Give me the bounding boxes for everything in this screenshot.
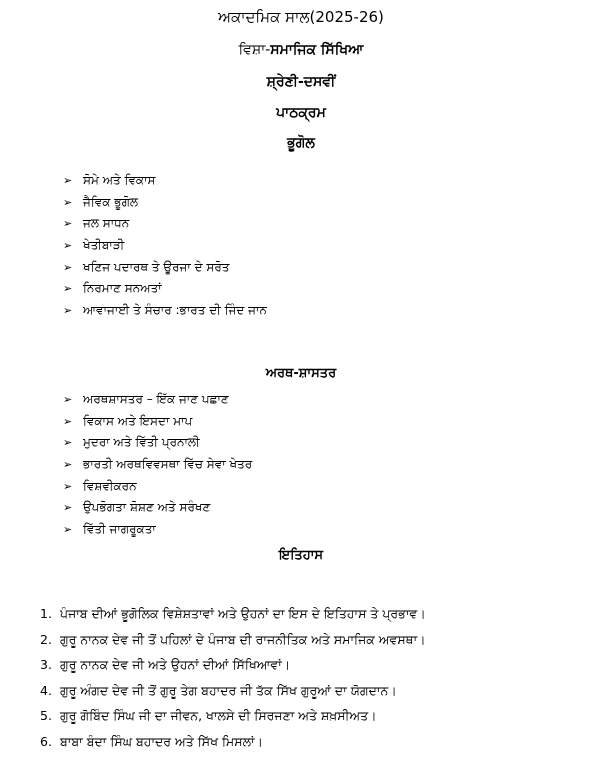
economics-heading: ਅਰਥ-ਸ਼ਾਸਤਰ — [265, 366, 337, 381]
list-item: ➢ ਜੈਵਿਕ ਭੂਗੋਲ — [63, 192, 267, 214]
list-item: ➢ ਖਣਿਜ ਪਦਾਰਥ ਤੇ ਊਰਜਾ ਦੇ ਸਰੋਤ — [63, 257, 267, 279]
list-item: ➢ ਖੇਤੀਬਾੜੀ — [63, 235, 267, 257]
arrow-bullet-icon: ➢ — [63, 304, 73, 318]
geography-heading: ਭੂਗੋਲ — [287, 135, 315, 151]
item-number: 6. — [40, 733, 52, 749]
list-item: 1. ਪੰਜਾਬ ਦੀਆਂ ਭੂਗੋਲਿਕ ਵਿਸ਼ੇਸ਼ਤਾਵਾਂ ਅਤੇ ਉਹਨਾਂ ਦਾ ਇਸ ਦੇ ਇਤਿਹਾਸ ਤੇ ਪ੍ਰਭਾਵ। — [40, 601, 426, 627]
arrow-bullet-icon: ➢ — [63, 195, 73, 209]
list-item: ➢ ਭਾਰਤੀ ਅਰਥਵਿਵਸਥਾ ਵਿੱਚ ਸੇਵਾ ਖੇਤਰ — [63, 454, 252, 476]
subject-heading — [0, 42, 602, 58]
arrow-bullet-icon: ➢ — [63, 217, 73, 231]
list-item: ➢ ਉਪਭੋਗਤਾ ਸ਼ੋਸ਼ਣ ਅਤੇ ਸਰੰਖਣ — [63, 497, 252, 519]
list-item: 6. ਬਾਬਾ ਬੰਦਾ ਸਿੰਘ ਬਹਾਦਰ ਅਤੇ ਸਿੱਖ ਮਿਸਲਾਂ। — [40, 729, 426, 755]
arrow-bullet-icon: ➢ — [63, 174, 73, 187]
list-item: ➢ ਜਲ ਸਾਧਨ — [63, 213, 267, 235]
list-item: 4. ਗੁਰੂ ਅੰਗਦ ਦੇਵ ਜੀ ਤੋਂ ਗੁਰੂ ਤੇਗ ਬਹਾਦਰ ਜੀ ਤੱਕ ਸਿੱਖ ਗੁਰੂਆਂ ਦਾ ਯੋਗਦਾਨ। — [40, 678, 426, 704]
item-number: 1. — [40, 606, 52, 621]
arrow-bullet-icon: ➢ — [63, 479, 73, 493]
list-item: ➢ ਅਰਥਸ਼ਾਸਤਰ – ਇੱਕ ਜਾਣ ਪਛਾਣ — [63, 389, 252, 411]
list-item: ➢ ਨਿਰਮਾਣ ਸਨਅਤਾਂ — [63, 278, 267, 300]
syllabus-heading: ਪਾਠਕ੍ਰਮ — [276, 105, 326, 121]
arrow-bullet-icon: ➢ — [63, 458, 73, 472]
item-number: 5. — [40, 708, 52, 724]
item-number: 3. — [40, 657, 52, 673]
item-number: 4. — [40, 682, 52, 698]
subject-name: ਸਮਾਜਿਕ ਸਿੱਖਿਆ — [270, 42, 364, 58]
arrow-bullet-icon: ➢ — [63, 393, 73, 406]
academic-year-heading: ਅਕਾਦਮਿਕ ਸਾਲ(2025-26) — [218, 8, 384, 26]
list-item: ➢ ਵਿੱਤੀ ਜਾਗਰੂਕਤਾ — [63, 519, 252, 541]
geography-list — [63, 170, 267, 322]
arrow-bullet-icon: ➢ — [63, 239, 73, 253]
list-item: 2. ਗੁਰੂ ਨਾਨਕ ਦੇਵ ਜੀ ਤੋਂ ਪਹਿਲਾਂ ਦੇ ਪੰਜਾਬ ਦੀ ਰਾਜਨੀਤਿਕ ਅਤੇ ਸਮਾਜਿਕ ਅਵਸਥਾ। — [40, 627, 426, 653]
arrow-bullet-icon: ➢ — [63, 260, 73, 274]
history-list — [40, 601, 426, 755]
list-item: 3. ਗੁਰੂ ਨਾਨਕ ਦੇਵ ਜੀ ਅਤੇ ਉਹਨਾਂ ਦੀਆਂ ਸਿੱਖਿਆਵਾਂ। — [40, 652, 426, 678]
arrow-bullet-icon: ➢ — [63, 501, 73, 515]
arrow-bullet-icon: ➢ — [63, 436, 73, 450]
list-item: 5. ਗੁਰੂ ਗੋਬਿੰਦ ਸਿੰਘ ਜੀ ਦਾ ਜੀਵਨ, ਖਾਲਸੇ ਦੀ ਸਿਰਜਣਾ ਅਤੇ ਸ਼ਖ਼ਸੀਅਤ। — [40, 703, 426, 729]
list-item: ➢ ਵਿਸ਼ਵੀਕਰਨ — [63, 476, 252, 498]
list-item: ➢ ਸੋਮੇ ਅਤੇ ਵਿਕਾਸ — [63, 170, 267, 192]
arrow-bullet-icon: ➢ — [63, 282, 73, 296]
economics-list — [63, 389, 252, 541]
grade-heading: ਸ਼੍ਰੇਣੀ-ਦਸਵੀਂ — [266, 74, 336, 90]
subject-prefix: ਵਿਸ਼ਾ- — [238, 42, 271, 58]
list-item: ➢ ਵਿਕਾਸ ਅਤੇ ਇਸਦਾ ਮਾਪ — [63, 411, 252, 433]
arrow-bullet-icon: ➢ — [63, 523, 73, 537]
arrow-bullet-icon: ➢ — [63, 414, 73, 428]
list-item: ➢ ਮੁਦਰਾ ਅਤੇ ਵਿੱਤੀ ਪ੍ਰਨਾਲੀ — [63, 432, 252, 454]
item-number: 2. — [40, 631, 52, 647]
list-item: ➢ ਆਵਾਜਾਈ ਤੇ ਸੰਚਾਰ :ਭਾਰਤ ਦੀ ਜਿੰਦ ਜਾਨ — [63, 300, 267, 322]
history-heading: ਇਤਿਹਾਸ — [278, 548, 324, 563]
